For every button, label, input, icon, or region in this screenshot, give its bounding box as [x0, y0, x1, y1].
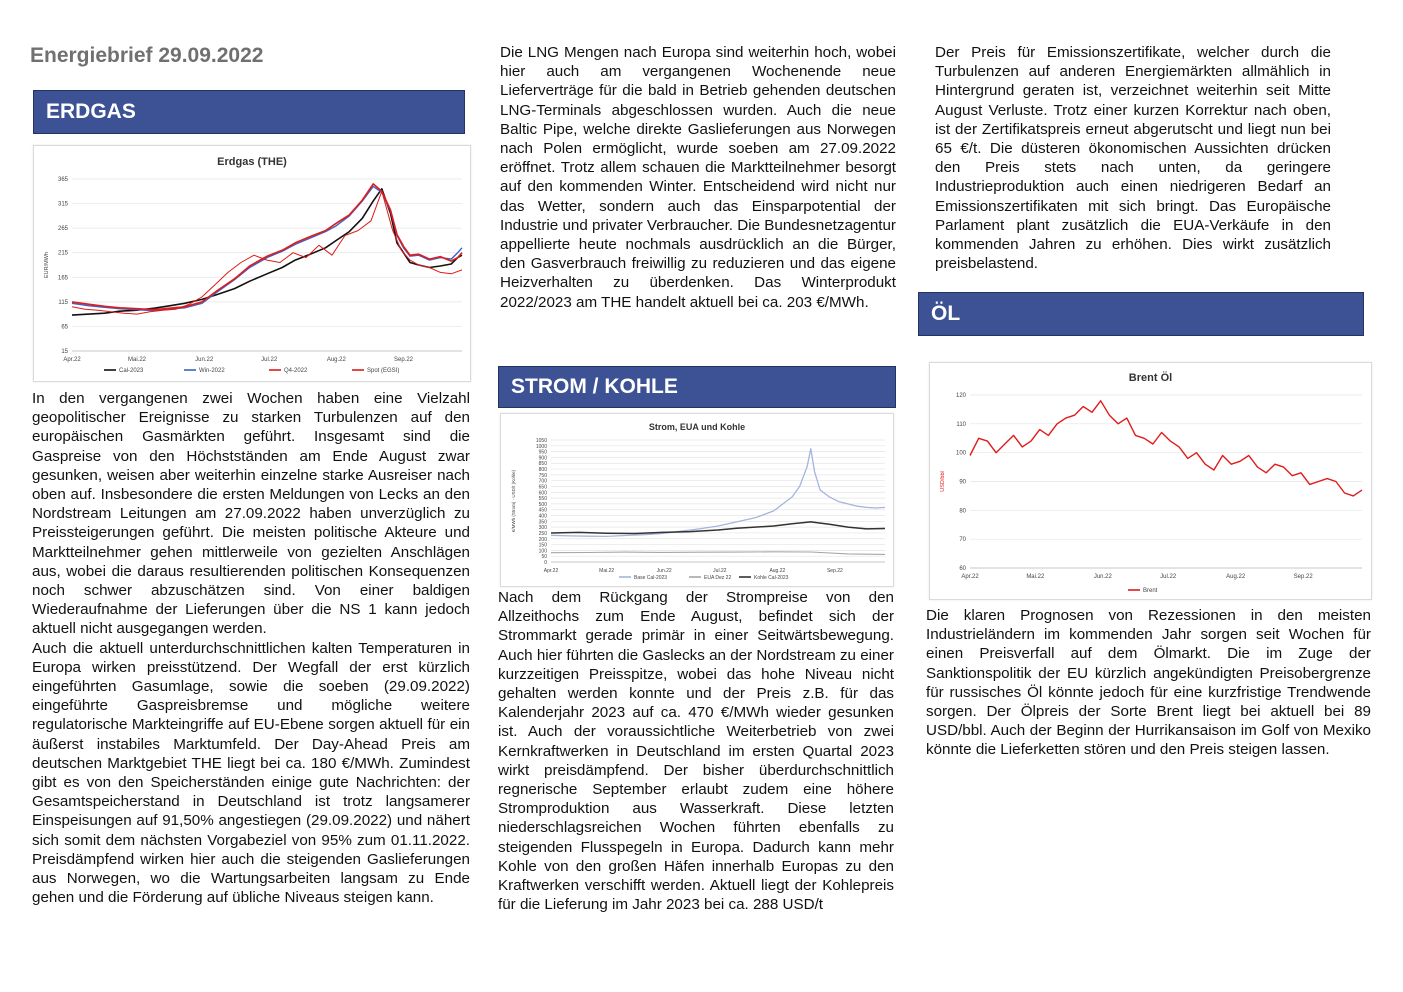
y-tick-label: 200	[538, 536, 547, 543]
y-tick-label: 115	[58, 299, 68, 306]
y-tick-label: 600	[538, 490, 547, 497]
y-tick-label: 450	[538, 507, 547, 514]
x-tick-label: Jul.22	[1160, 574, 1177, 580]
x-tick-label: Jun.22	[195, 357, 214, 363]
y-tick-label: 350	[538, 519, 547, 526]
series-line-1	[72, 186, 462, 310]
y-tick-label: 15	[61, 349, 68, 355]
text-eua	[935, 43, 1331, 273]
y-tick-label: 215	[57, 250, 68, 257]
chart-strom	[500, 413, 894, 587]
chart-title: Erdgas (THE)	[217, 156, 287, 168]
y-tick-label: 265	[57, 226, 68, 233]
y-tick-label: 150	[538, 542, 547, 549]
x-tick-label: Sep.22	[393, 357, 414, 363]
paragraph-eua: Der Preis für Emissionszertifikate, welcher durch die Turbulenzen auf anderen Energiemärkten allmählich in Hintergrund geraten ist, verzeichnet weiterhin seit Mitte August Verluste. Trotz einer kurzen Korrektur nach oben, ist der Zertifikatspreis erneut abgerutscht und liegt nun bei 65 €/t. Die düsteren ökonomischen Aussichten drücken den Preis stets nach unten, da geringere Industrieproduktion auch einen niedrigeren Bedarf an Emissionszertifikaten mit sich bringt. Das Europäische Parlament plant zusätzlich die EUA-Verkäufe in den kommenden Jahren zu erhöhen. Dies wirkt zusätzlich preisbelastend.	[935, 44, 1331, 273]
y-tick-label: 750	[538, 472, 547, 479]
legend-label: Kohle Cal-2023	[754, 575, 789, 581]
y-tick-label: 365	[57, 177, 68, 183]
text-lng	[500, 43, 896, 312]
legend-label: EUA Dez 22	[704, 575, 732, 581]
y-tick-label: 70	[959, 537, 966, 544]
chart-brent	[929, 362, 1372, 600]
y-tick-label: 100	[955, 450, 966, 457]
y-tick-label: 0	[544, 560, 547, 566]
x-tick-label: Apr.22	[543, 568, 559, 574]
y-tick-label: 800	[538, 467, 547, 474]
paragraph-oel: Die klaren Prognosen von Rezessionen in den meisten Industrieländern im kommenden Jahr sorgen seit Wochen für einen Preisverfall auf dem Ölmarkt. Die im Zuge der Sanktionspolitik der EU kürzlich angekündigten Preisobergrenze für russisches Öl könnte jedoch für eine kurzfristige Trendwende sorgen. Der Ölpreis der Sorte Brent liegt bei aktuell bei 89 USD/bbl. Auch der Beginn der Hurrikansaison im Golf von Mexiko könnte die Lieferketten stören und den Preis steigen lassen.	[926, 607, 1371, 759]
x-tick-label: Aug.22	[326, 357, 346, 363]
x-tick-label: Mai.22	[599, 568, 615, 574]
y-axis-label: €/MWh (Strom) · USD/t (Kohle)	[511, 469, 516, 533]
text-strom	[498, 588, 894, 914]
legend-label: Q4-2022	[284, 368, 308, 374]
y-tick-label: 50	[541, 554, 547, 561]
y-tick-label: 550	[538, 496, 547, 503]
y-tick-label: 90	[959, 479, 966, 486]
x-tick-label: Mai.22	[127, 357, 147, 363]
y-tick-label: 315	[57, 201, 68, 208]
series-line-0	[72, 189, 462, 315]
x-tick-label: Jul.22	[713, 568, 727, 574]
series-line-2	[551, 522, 885, 534]
y-tick-label: 500	[538, 501, 547, 508]
y-tick-label: 400	[538, 513, 547, 520]
legend-label: Spot (EGSI)	[367, 368, 400, 374]
y-tick-label: 300	[538, 525, 547, 532]
chart-erdgas	[33, 145, 471, 382]
chart-title: Brent Öl	[1128, 372, 1173, 384]
y-axis-label: EUR/MWh	[44, 252, 50, 278]
y-tick-label: 1050	[535, 438, 547, 444]
y-tick-label: 60	[959, 566, 966, 572]
paragraph-strom: Nach dem Rückgang der Strompreise von den Allzeithochs zum Ende August, befindet sich der Strommarkt gerade primär in einer Seitwärtsbewegung. Auch hier führten die Gaslecks an der Nordstream zu einer kurzzeitigen Preisspitze, wobei das hohe Niveau nicht gehalten werden konnte und der Preis z.B. für das Kalenderjahr 2023 auf ca. 470 €/MWh wieder gesunken ist. Auch der voraussichtliche Weiterbetrieb von zwei Kernkraftwerken in Deutschland im ersten Quartal 2023 wirkt preisdämpfend. Der bisher überdurchschnittlich regnerische September erlaubt zudem eine höhere Stromproduktion aus Wasserkraft. Diese letzten niederschlagsreichen Wochen führten ebenfalls zu steigenden Flusspegeln in Europa. Dadurch kann mehr Kohle von den großen Häfen innerhalb Europas zu den Kraftwerken verschifft werden. Aktuell liegt der Kohlepreis für die Lieferung im Jahr 2023 bei ca. 288 USD/t	[498, 589, 894, 914]
legend-label: Cal-2023	[119, 368, 144, 374]
paragraph-erdgas-2: Auch die aktuell unterdurchschnittlichen kalten Temperaturen in Europa wirken preisstützend. Der Wegfall der erst kürzlich eingeführten Gasumlage, sowie die soeben (29.09.2022) eingeführte Gaspreisbremse und mögliche weitere regulatorische Markteingriffe auf EU-Ebene sorgen aktuell für ein äußerst instabiles Marktumfeld. Der Day-Ahead Preis am deutschen Marktgebiet THE liegt bei ca. 180 €/MWh. Zumindest gibt es von den Speicherständen einige gute Nachrichten: der Gesamtspeicherstand in Deutschland ist trotz langsamerer Einspeisungen auf 91,50% angestiegen (29.09.2022) und nähert sich somit dem nächsten Vorgabeziel von 95% zum 01.11.2022. Preisdämpfend wirken hier auch die steigenden Gaslieferungen aus Norwegen, wo die Wartungsarbeiten langsam zu Ende gehen und die Förderung auf übliche Niveaus steigen kann.	[32, 639, 470, 907]
section-header-oel: ÖL	[918, 292, 1364, 336]
y-tick-label: 165	[57, 275, 68, 282]
text-oel	[926, 606, 1371, 760]
x-tick-label: Apr.22	[961, 574, 979, 580]
x-tick-label: Apr.22	[63, 357, 81, 363]
x-tick-label: Jun.22	[1093, 574, 1112, 580]
legend-label: Brent	[1143, 588, 1158, 594]
y-axis-label: USD/bbl	[940, 471, 946, 492]
series-line-2	[72, 184, 462, 310]
legend-label: Win-2022	[199, 368, 225, 374]
y-tick-label: 900	[538, 455, 547, 462]
y-tick-label: 65	[61, 324, 68, 331]
text-erdgas	[32, 389, 470, 907]
legend-label: Base Cal-2023	[634, 575, 668, 581]
y-tick-label: 250	[538, 530, 547, 537]
x-tick-label: Sep.22	[826, 568, 843, 574]
y-tick-label: 110	[956, 421, 966, 428]
y-tick-label: 650	[538, 484, 547, 491]
y-tick-label: 1000	[535, 443, 547, 450]
x-tick-label: Sep.22	[1293, 574, 1313, 580]
x-tick-label: Jul.22	[261, 357, 278, 363]
y-tick-label: 80	[959, 508, 966, 515]
y-tick-label: 120	[955, 393, 966, 399]
y-tick-label: 950	[538, 449, 547, 456]
y-tick-label: 700	[538, 478, 547, 485]
page-title: Energiebrief 29.09.2022	[30, 44, 264, 67]
x-tick-label: Jun.22	[656, 568, 672, 574]
x-tick-label: Aug.22	[769, 568, 786, 574]
paragraph-erdgas-1: In den vergangenen zwei Wochen haben eine Vielzahl geopolitischer Ereignisse zu starken Turbulenzen auf den europäischen Gasmärkten geführt. Insgesamt sind die Gaspreise von den Höchstständen am Ende August zwar gesunken, weisen aber weiterhin einzelne starke Ausreiser nach oben auf. Insbesondere die ersten Meldungen von Lecks an den Nordstream Leitungen am 27.09.2022 haben unverzüglich zu Preissteigerungen geführt. Die meisten politische Akteure und Marktteilnehmer gehen mittlerweile von gezielten Anschlägen aus, wobei die daraus resultierenden politischen Konsequenzen noch schwer abzuschätzen sind. Von einer baldigen Wiederaufnahme der Lieferungen über die NS 1 kann jedoch aktuell nicht ausgegangen werden.	[32, 390, 470, 638]
x-tick-label: Mai.22	[1026, 574, 1045, 580]
series-line-1	[551, 552, 885, 555]
x-tick-label: Aug.22	[1226, 574, 1246, 580]
y-tick-label: 850	[538, 461, 547, 468]
paragraph-lng: Die LNG Mengen nach Europa sind weiterhin hoch, wobei hier auch am vergangenen Wochenende neue Lieferverträge für die bald in Betrieb gehenden deutschen LNG-Terminals abgeschlossen wurden. Auch die neue Baltic Pipe, welche direkte Gaslieferungen aus Norwegen nach Polen ermöglicht, wurde soeben am 27.09.2022 eröffnet. Trotz allem schauen die Marktteilnehmer besorgt auf den kommenden Winter. Entscheidend wird nicht nur das Wetter, sondern auch das Einsparpotential der Industrie und privater Verbraucher. Die Bundesnetzagentur appellierte heute nochmals ausdrücklich an die Bürger, den Gasverbrauch freiwillig zu reduzieren und das eigene Heizverhalten zu überdenken. Das Winterprodukt 2022/2023 am THE handelt aktuell bei ca. 203 €/MWh.	[500, 44, 896, 311]
section-header-erdgas: ERDGAS	[33, 90, 465, 134]
y-tick-label: 100	[538, 548, 547, 555]
chart-title: Strom, EUA und Kohle	[648, 422, 746, 432]
section-header-strom-kohle: STROM / KOHLE	[498, 366, 896, 408]
